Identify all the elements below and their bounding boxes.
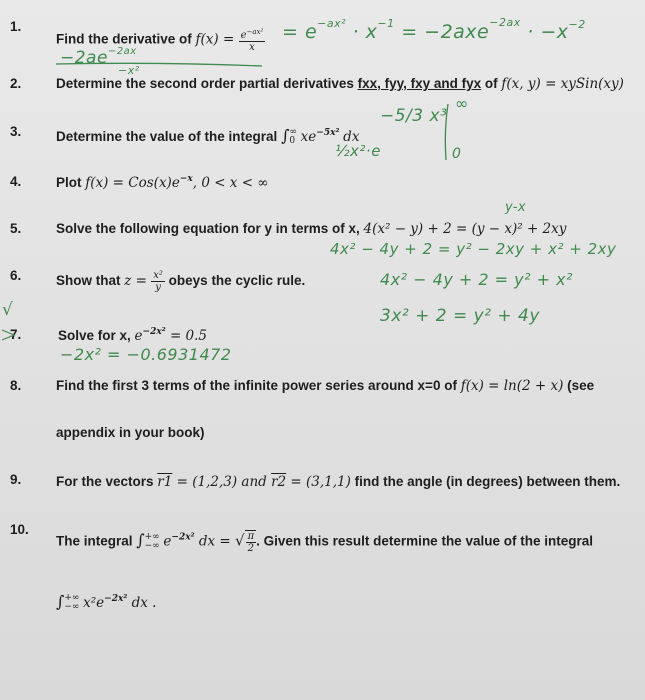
question-7-text: Solve for x, $e^{-2x^2} = 0.5$ — [58, 327, 208, 344]
handwriting-q1-step2: $-2ae^{-2ax}$ — [60, 46, 137, 68]
question-10-text: The integral ∫ +∞ −∞ $e^{-2x^2}$ dx = √ $\frac{\pi}{2}$ . Given this result determine the value of the integral — [56, 530, 593, 554]
question-6-text: Show that z = $\frac{\text{x²}}{y}$ obeys the cyclic rule. — [56, 270, 306, 293]
question-6-fraction: $\frac{\text{x²}}{y}$ — [153, 270, 163, 293]
question-9-text: For the vectors r1 = (1,2,3) and r2 = (3,1,1) find the angle (in degrees) between them. — [56, 474, 621, 490]
question-2-number: 2. — [10, 76, 22, 91]
handwriting-q3-antiderivative: −5/3 x³ — [380, 106, 448, 126]
checkmark-icon: √ — [2, 300, 14, 320]
handwriting-q3-zero: 0 — [452, 146, 462, 162]
question-3-number: 3. — [10, 124, 22, 139]
question-8-text: Find the first 3 terms of the infinite power series around x=0 of f(x) = ln(2 + x) (see — [56, 378, 595, 394]
question-5-number: 5. — [10, 221, 22, 236]
question-10-number: 10. — [10, 522, 29, 537]
handwriting-q5-simplify: 4x² − 4y + 2 = y² + x² — [380, 270, 573, 289]
question-1-text: Find the derivative of f(x) = $\frac{e^{-ax^2}}{x}$ — [56, 28, 264, 53]
question-4-number: 4. — [10, 174, 22, 189]
question-8-number: 8. — [10, 378, 22, 393]
handwriting-q5-expand: 4x² − 4y + 2 = y² − 2xy + x² + 2xy — [330, 240, 617, 258]
handwriting-q3-left-term: ½x²·e — [335, 142, 381, 160]
handwriting-q1-margin: −x² — [118, 64, 140, 77]
handwriting-q5-result: 3x² + 2 = y² + 4y — [380, 306, 540, 326]
question-1-number: 1. — [10, 19, 22, 34]
partial-derivatives-label: fxx, fyy, fxy and fyx — [357, 76, 482, 91]
question-1-fraction: $\frac{e^{-ax^2}}{x}$ — [240, 28, 264, 53]
question-10-second-integral: ∫ +∞ −∞ $x^2e^{-2x^2}$ dx . — [56, 592, 157, 613]
question-2-text: Determine the second order partial derivatives fxx, fyy, fxy and fyx of f(x, y) = xySin(xy) — [56, 76, 624, 92]
handwriting-q7-work: −2x² = −0.6931472 — [60, 345, 232, 364]
question-9-number: 9. — [10, 472, 22, 487]
handwriting-q5-note: y-x — [505, 200, 527, 215]
vector-r1: r1 — [157, 474, 173, 490]
handwriting-q3-infinity: ∞ — [455, 94, 469, 113]
sqrt-pi-over-2: $\frac{\pi}{2}$ — [245, 530, 257, 554]
question-4-text: Plot $f(x) = Cos(x)e^{-x}$, 0 < x < ∞ — [56, 174, 269, 191]
handwriting-q1-step1: = $e^{-ax^2} \cdot x^{-1} = -2axe^{-2ax} \cdot -x^{-2}$ — [282, 16, 586, 43]
question-7-number: 7. — [10, 327, 22, 342]
question-8-text-continued: appendix in your book) — [56, 425, 205, 440]
question-6-number: 6. — [10, 268, 22, 283]
vector-r2: r2 — [271, 474, 287, 490]
question-5-text: Solve the following equation for y in terms of x, 4(x² − y) + 2 = (y − x)² + 2xy — [56, 221, 567, 237]
question-3-text: Determine the value of the integral ∫ ∞ 0 $xe^{-5x^2}$ dx — [56, 126, 360, 147]
